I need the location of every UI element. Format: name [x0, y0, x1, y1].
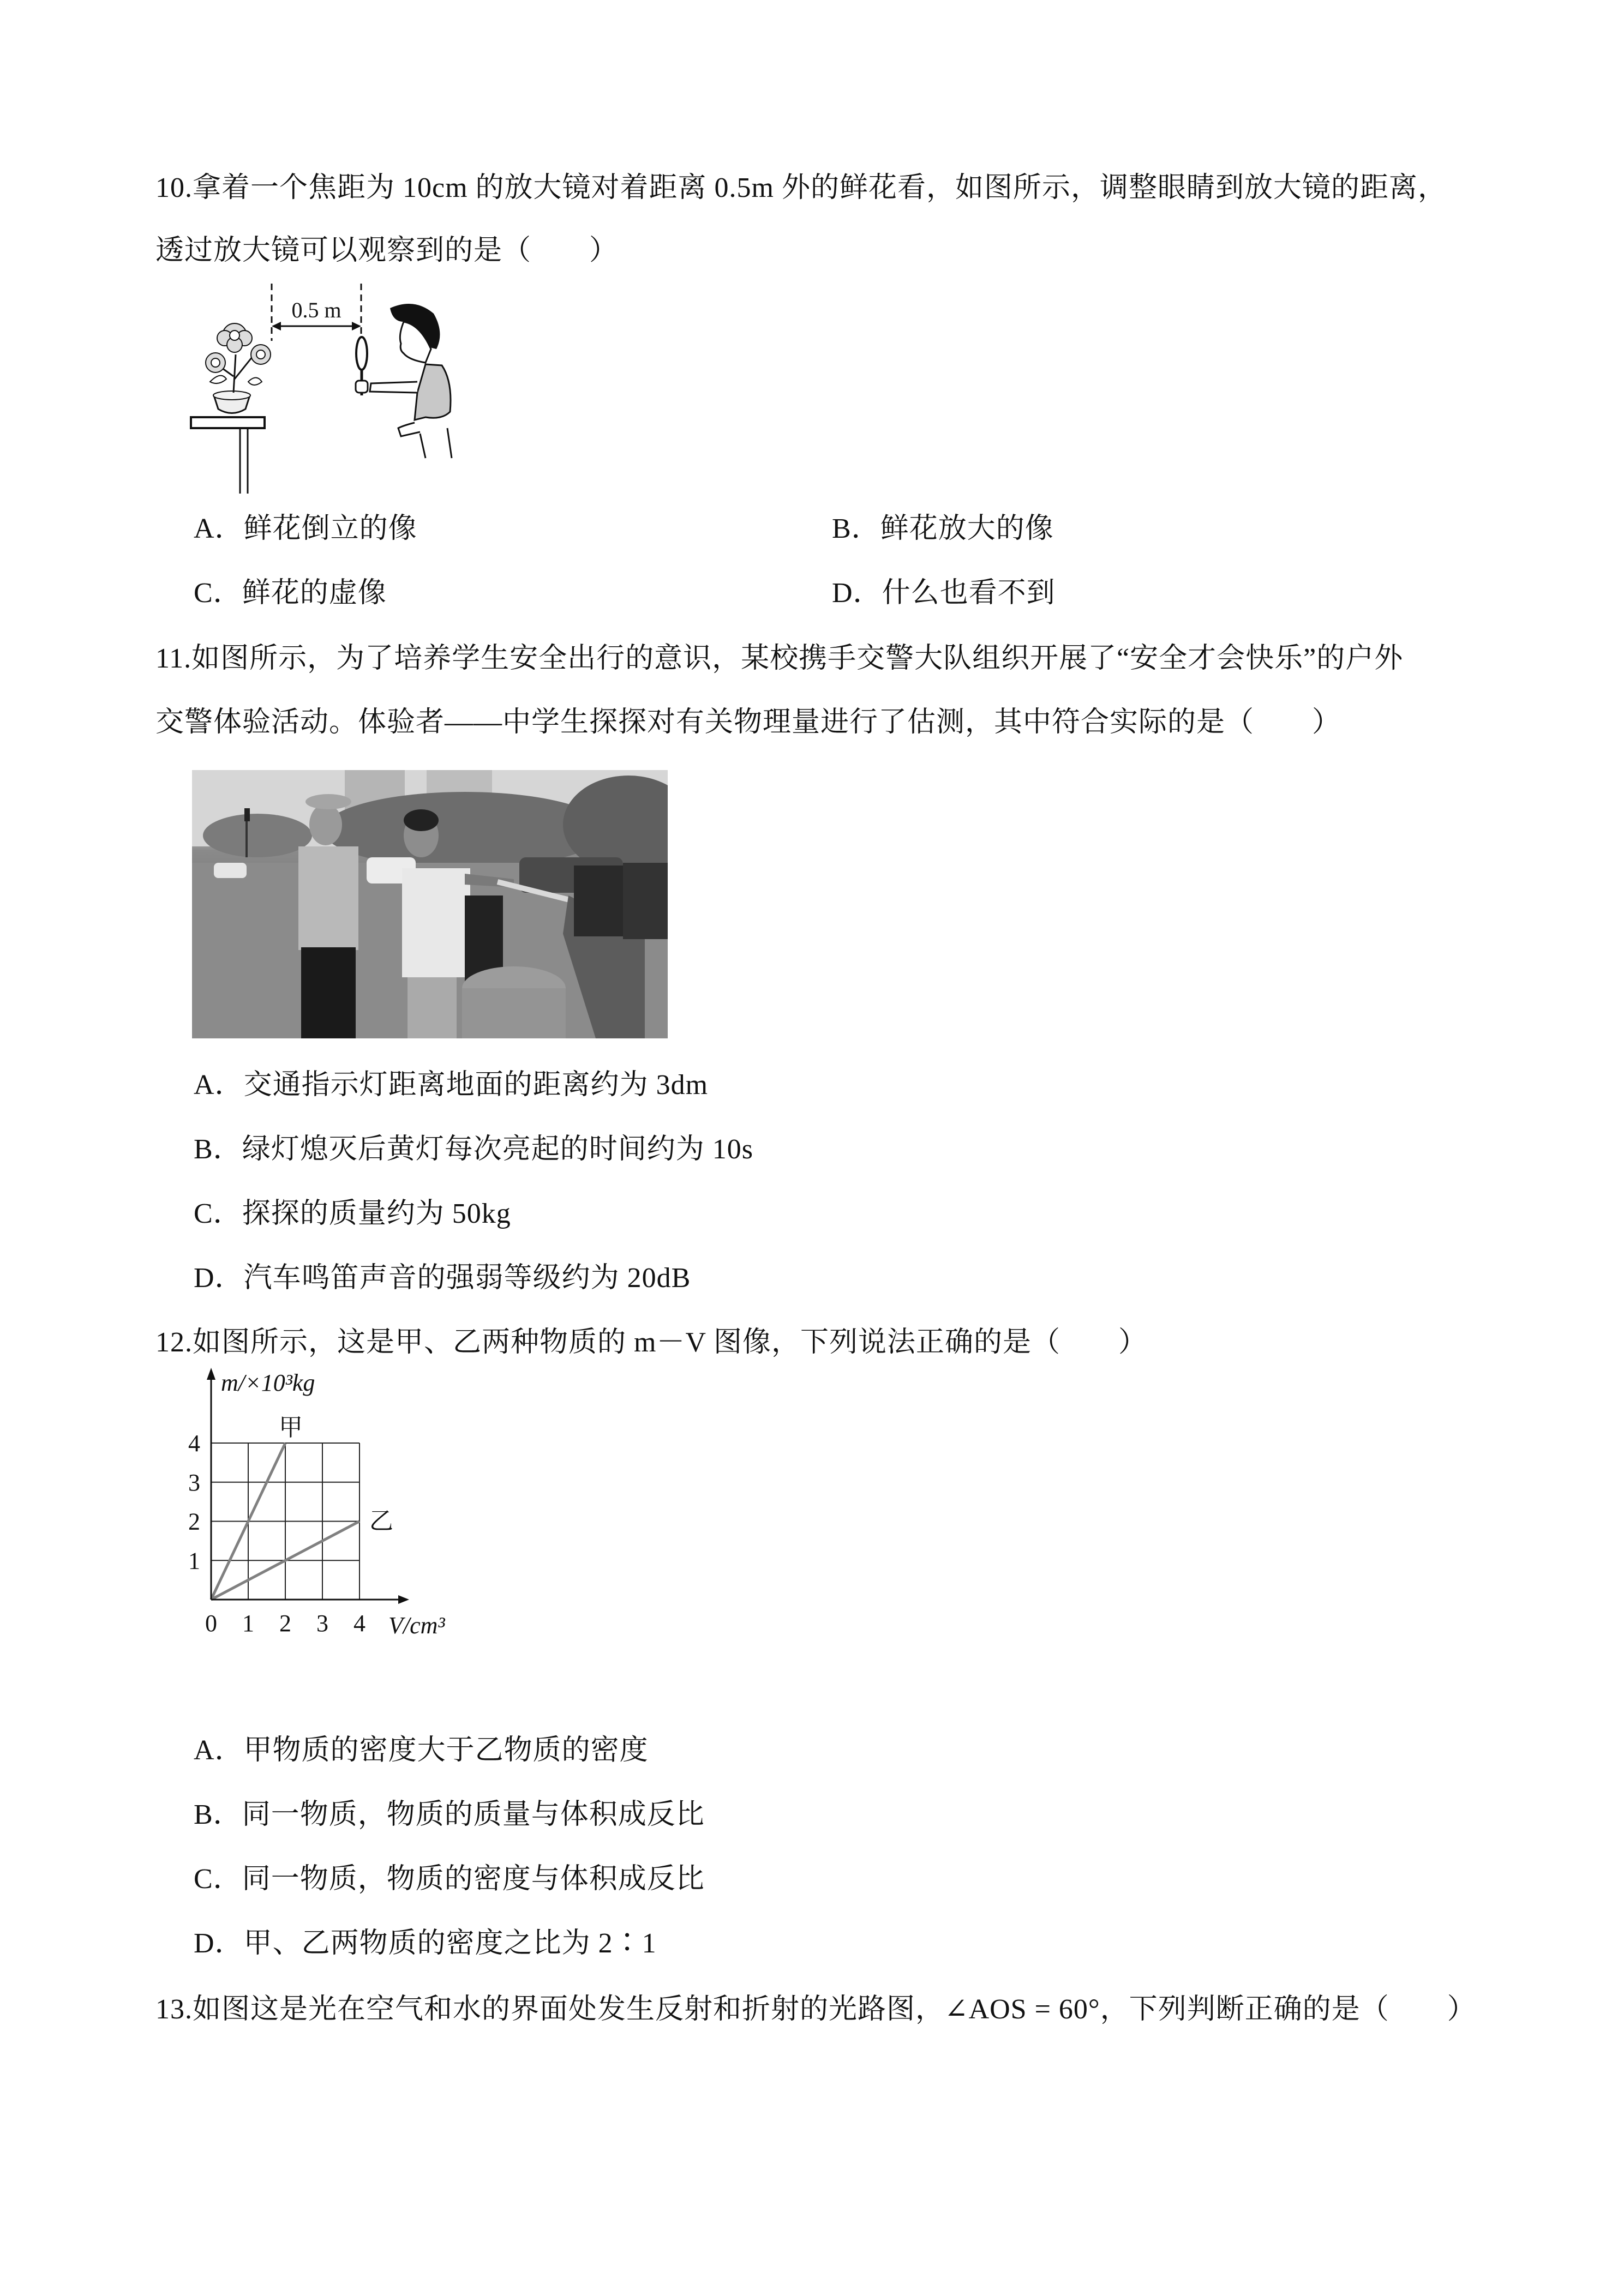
q12-mv-chart — [180, 1363, 573, 1723]
q12-option-d[interactable]: D．甲、乙两物质的密度之比为 2∶1 — [194, 1928, 657, 1959]
series-label-yi: 乙 — [369, 1507, 393, 1535]
arrow-head-right — [352, 322, 361, 330]
q12-option-c[interactable]: C．同一物质，物质的密度与体积成反比 — [194, 1864, 705, 1895]
x-tick-label: 3 — [316, 1610, 328, 1637]
table-top — [191, 417, 265, 428]
q10-option-b[interactable]: B．鲜花放大的像 — [832, 513, 1054, 544]
x-axis-arrow-icon — [398, 1595, 409, 1604]
q10-option-a[interactable]: A．鲜花倒立的像 — [194, 513, 417, 544]
y-tick-label: 3 — [188, 1469, 200, 1496]
magnifier-lens — [356, 337, 367, 370]
q12-option-a[interactable]: A．甲物质的密度大于乙物质的密度 — [194, 1735, 649, 1766]
q12-option-b[interactable]: B．同一物质，物质的质量与体积成反比 — [194, 1799, 705, 1830]
x-axis-label: V/cm³ — [388, 1612, 445, 1639]
q10-stem-line1: 10.拿着一个焦距为 10cm 的放大镜对着距离 0.5m 外的鲜花看，如图所示，调整眼睛到放大镜的距离， — [155, 172, 1447, 203]
y-axis-arrow-icon — [207, 1368, 215, 1380]
officer-uniform — [298, 846, 358, 950]
q10-option-d[interactable]: D．什么也看不到 — [832, 578, 1056, 609]
q11-option-b[interactable]: B．绿灯熄灭后黄灯每次亮起的时间约为 10s — [194, 1134, 753, 1165]
q12-number: 12. — [155, 1327, 193, 1358]
x-tick-label: 1 — [242, 1610, 254, 1637]
boy-arm — [370, 382, 417, 393]
x-tick-label: 4 — [353, 1610, 365, 1637]
x-tick-label: 2 — [279, 1610, 291, 1637]
y-axis-label: m/×10³kg — [221, 1369, 315, 1396]
flower-icon — [206, 323, 271, 372]
q12-stem-line1: 12.如图所示，这是甲、乙两种物质的 m－V 图像，下列说法正确的是（ ） — [155, 1327, 1148, 1358]
q11-option-a[interactable]: A．交通指示灯距离地面的距离约为 3dm — [194, 1069, 709, 1101]
q11-stem-line1: 11.如图所示，为了培养学生安全出行的意识，某校携手交警大队组织开展了“安全才会快乐”的户外 — [155, 643, 1404, 674]
q10-number: 10. — [155, 172, 193, 203]
x-tick-label: 0 — [205, 1610, 217, 1637]
series-label-jia: 甲 — [279, 1414, 303, 1441]
q11-stem-line2: 交警体验活动。体验者——中学生探探对有关物理量进行了估测，其中符合实际的是（ ） — [155, 707, 1341, 738]
q11-option-d[interactable]: D．汽车鸣笛声音的强弱等级约为 20dB — [194, 1263, 691, 1294]
student-vest — [402, 868, 470, 977]
q11-photo-traffic-police — [192, 770, 668, 1038]
boy-shirt — [415, 364, 451, 420]
y-tick-label: 1 — [188, 1547, 200, 1574]
q11-number: 11. — [155, 643, 192, 674]
arrow-head-left — [272, 322, 281, 330]
boy-with-magnifier — [356, 304, 452, 458]
q11-option-c[interactable]: C．探探的质量约为 50kg — [194, 1198, 511, 1229]
q13-number: 13. — [155, 1994, 193, 2025]
q10-figure-magnifier — [185, 284, 535, 502]
distance-label: 0.5 m — [291, 298, 341, 322]
q10-option-c[interactable]: C．鲜花的虚像 — [194, 578, 387, 609]
q10-stem-line2: 透过放大镜可以观察到的是（ ） — [155, 235, 619, 266]
y-tick-label: 2 — [188, 1508, 200, 1535]
q13-stem-line1: 13.如图这是光在空气和水的界面处发生反射和折射的光路图，∠AOS = 60°，下列判断正确的是（ ） — [155, 1994, 1476, 2025]
y-tick-label: 4 — [188, 1430, 200, 1457]
